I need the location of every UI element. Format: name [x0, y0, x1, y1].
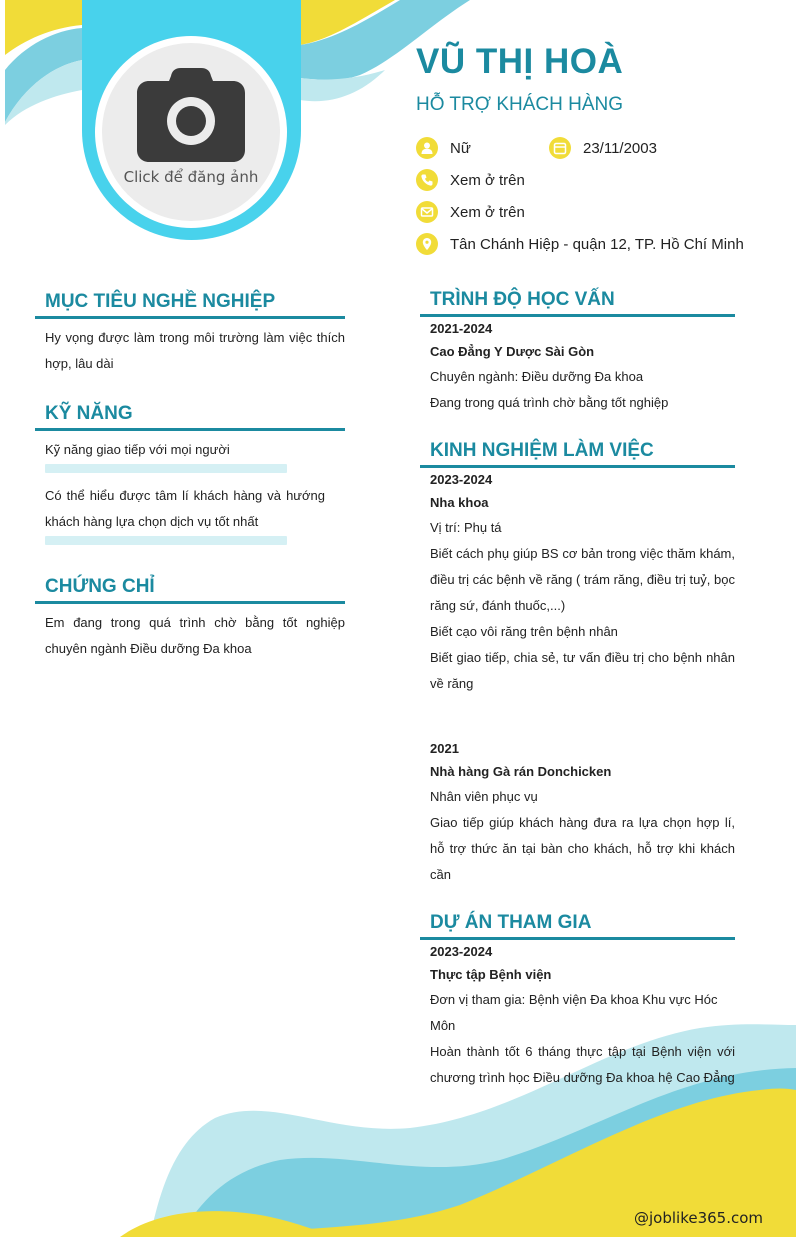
certificates-divider — [35, 601, 345, 604]
email-row — [416, 201, 525, 223]
job-detail: Giao tiếp giúp khách hàng đưa ra lựa chọn hợp lí, hỗ trợ thức ăn tại bàn cho khách, hỗ trợ khi khách cần — [430, 815, 735, 882]
project-detail: Hoàn thành tốt 6 tháng thực tập tại Bệnh viện với chương trình học Điều dưỡng Đa khoa hệ Cao Đẳng — [430, 1044, 735, 1085]
education-period: 2021-2024 — [430, 321, 493, 336]
photo-upload[interactable] — [102, 43, 280, 221]
phone-value: Xem ở trên — [450, 171, 525, 189]
address-value: Tân Chánh Hiệp - quận 12, TP. Hồ Chí Minh — [450, 235, 744, 253]
skill-label: Kỹ năng giao tiếp với mọi người — [45, 442, 230, 457]
photo-caption: Click để đăng ảnh — [123, 168, 259, 186]
phone-row — [416, 169, 525, 191]
job-company: Nhà hàng Gà rán Donchicken — [430, 764, 612, 779]
birthdate-value: 23/11/2003 — [583, 139, 657, 157]
objective-divider — [35, 316, 345, 319]
job-period: 2023-2024 — [430, 472, 493, 487]
job-detail: Biết cách phụ giúp BS cơ bản trong việc thăm khám, điều trị các bệnh về răng ( trám răng, điều trị tuỷ, bọc răng sứ, đánh thuốc,...) — [430, 546, 735, 613]
address-row — [416, 233, 744, 255]
skill-label: Có thể hiểu được tâm lí khách hàng và hướng khách hàng lựa chọn dịch vụ tốt nhất — [45, 488, 325, 529]
gender-row — [416, 137, 471, 159]
gender-value: Nữ — [450, 139, 471, 157]
birthdate-row — [549, 137, 657, 159]
job-position: Nhân viên phục vụ — [430, 789, 538, 804]
job-period: 2021 — [430, 741, 459, 756]
project-period: 2023-2024 — [430, 944, 493, 959]
experience-title: KINH NGHIỆM LÀM VIỆC — [430, 440, 654, 461]
email-value: Xem ở trên — [450, 203, 525, 221]
skill-level-bar — [45, 464, 287, 473]
skills-divider — [35, 428, 345, 431]
job-company: Nha khoa — [430, 495, 489, 510]
objective-title: MỤC TIÊU NGHỀ NGHIỆP — [45, 291, 276, 312]
skills-title: KỸ NĂNG — [45, 403, 133, 424]
certificates-title: CHỨNG CHỈ — [45, 576, 155, 597]
candidate-role: HỖ TRỢ KHÁCH HÀNG — [416, 94, 624, 115]
skill-level-bar — [45, 536, 287, 545]
mail-icon — [416, 201, 438, 223]
education-note: Đang trong quá trình chờ bằng tốt nghiệp — [430, 395, 669, 410]
calendar-icon — [549, 137, 571, 159]
phone-icon — [416, 169, 438, 191]
education-school: Cao Đẳng Y Dược Sài Gòn — [430, 344, 595, 359]
user-icon — [416, 137, 438, 159]
education-title: TRÌNH ĐỘ HỌC VẤN — [430, 289, 615, 310]
certificates-text: Em đang trong quá trình chờ bằng tốt nghiệp chuyên ngành Điều dưỡng Đa khoa — [45, 615, 345, 656]
job-position: Vị trí: Phụ tá — [430, 520, 502, 535]
footer-brand[interactable]: @joblike365.com — [634, 1209, 764, 1227]
camera-icon — [137, 68, 245, 162]
job-detail: Biết cạo vôi răng trên bệnh nhân — [430, 624, 618, 639]
education-major: Chuyên ngành: Điều dưỡng Đa khoa — [430, 369, 644, 384]
project-unit: Đơn vị tham gia: Bệnh viện Đa khoa Khu vực Hóc Môn — [430, 992, 718, 1033]
job-detail: Biết giao tiếp, chia sẻ, tư vấn điều trị cho bệnh nhân về răng — [430, 650, 735, 691]
location-pin-icon — [416, 233, 438, 255]
objective-text: Hy vọng được làm trong môi trường làm việc thích hợp, lâu dài — [45, 330, 345, 371]
projects-title: DỰ ÁN THAM GIA — [430, 912, 592, 933]
project-name: Thực tập Bệnh viện — [430, 967, 552, 982]
candidate-name: VŨ THỊ HOÀ — [416, 42, 624, 81]
